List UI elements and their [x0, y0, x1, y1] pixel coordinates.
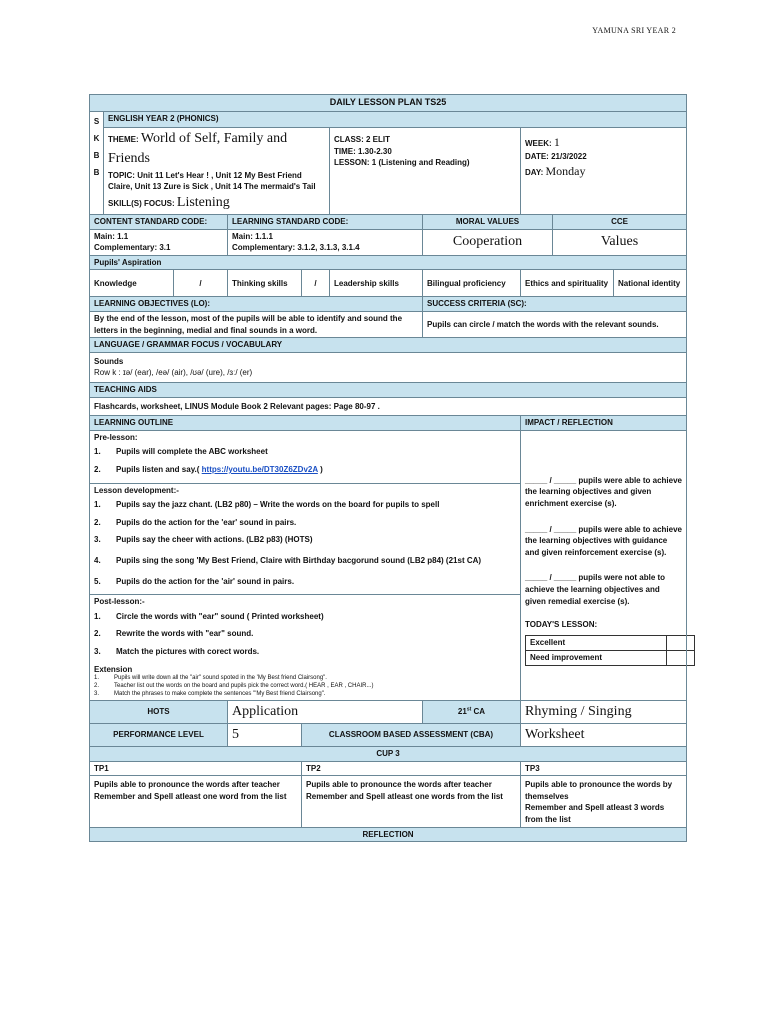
- ext-item-3: 3. Match the phrases to make complete the sentences "'My Best friend Clairsong".: [94, 690, 326, 697]
- learning-standard-values: [228, 229, 423, 255]
- post-item-1: 1. Circle the words with "ear" sound ( Printed worksheet): [94, 611, 324, 621]
- tp3-text: [521, 776, 687, 827]
- lsc-main: Main: 1.1.1: [232, 231, 273, 241]
- cba-label: CLASSROOM BASED ASSESSMENT (CBA): [302, 723, 521, 746]
- lesson-text: LESSON: 1 (Listening and Reading): [334, 158, 470, 168]
- csc-main: Main: 1.1: [94, 231, 129, 241]
- teaching-aids-text: Flashcards, worksheet, LINUS Module Book 2 Relevant pages: Page 80-97 .: [90, 397, 687, 416]
- tp1-text: [90, 776, 302, 827]
- post-item-3: 3. Match the pictures with corect words.: [94, 646, 260, 656]
- teaching-aids-header: TEACHING AIDS: [90, 383, 687, 398]
- date-text: DATE: 21/3/2022: [525, 152, 587, 162]
- week-value: 1: [553, 135, 560, 149]
- skbb-letters: [90, 112, 104, 215]
- aspiration-thinking: Thinking skills: [228, 270, 302, 297]
- lesson-plan-table: [89, 94, 687, 842]
- learning-outline-header: LEARNING OUTLINE: [90, 416, 521, 431]
- todays-lesson-table: [525, 635, 695, 666]
- tp1-line-1: Pupils able to pronounce the words after teacher: [94, 780, 280, 790]
- impact-enrichment: _____ / _____ pupils were able to achieve the learning objectives and given enrichment exercise (s).: [525, 475, 682, 508]
- header-right-text: YAMUNA SRI YEAR 2: [592, 26, 676, 35]
- aspiration-national: National identity: [614, 270, 687, 297]
- dev-item-2: 2. Pupils do the action for the 'ear' sound in pairs.: [94, 517, 297, 527]
- hots-value: Application: [228, 700, 423, 723]
- content-standard-values: [90, 229, 228, 255]
- lo-text: By the end of the lesson, most of the pupils will be able to identify and sound the letters in the beginning, medial and final sounds in a word.: [90, 312, 423, 338]
- class-cell: [330, 128, 521, 215]
- extension-label: Extension: [94, 664, 133, 674]
- sc-header: SUCCESS CRITERIA (SC):: [423, 297, 687, 312]
- tp3-header: TP3: [521, 761, 687, 776]
- dev-item-4: 4. Pupils sing the song 'My Best Friend, Claire with Birthday bacgorund sound (LB2 p84) (21st CA): [94, 555, 482, 565]
- aspiration-ethics: Ethics and spirituality: [521, 270, 614, 297]
- moral-value: Cooperation: [423, 229, 553, 255]
- lesson-development-label: Lesson development:-: [94, 485, 179, 495]
- ca-label: 21st CA: [423, 700, 521, 723]
- pre-lesson-item-2: 2. Pupils listen and say.( https://youtu.be/DT30Z6ZDv2A ): [94, 464, 323, 474]
- impact-cell: [521, 430, 687, 700]
- theme-cell: [104, 128, 330, 215]
- theme-value: World of Self, Family and Friends: [108, 131, 288, 167]
- lesson-development-section: [90, 484, 520, 596]
- csc-comp: Complementary: 3.1: [94, 243, 171, 253]
- pre-lesson-section: [90, 431, 520, 484]
- skbb-k: K: [93, 134, 100, 143]
- week-label: WEEK:: [525, 139, 552, 148]
- dev-item-3: 3. Pupils say the cheer with actions. (LB2 p83) (HOTS): [94, 535, 313, 545]
- tp2-line-2: Remember and Spell atleast one words from the list: [306, 791, 503, 801]
- ext-item-2: 2. Teacher list out the words on the board and pupils pick the correct word.( HEAR , EAR , CHAIR...): [94, 682, 374, 689]
- learning-outline-cell: [90, 430, 521, 700]
- lesson-plan-sheet: [89, 94, 686, 842]
- class-text: CLASS: 2 ELIT: [334, 135, 391, 144]
- post-lesson-label: Post-lesson:-: [94, 597, 145, 607]
- week-cell: [521, 128, 687, 215]
- sc-text: Pupils can circle / match the words with the relevant sounds.: [423, 312, 687, 338]
- skbb-s: S: [93, 117, 100, 126]
- performance-level-label: PERFORMANCE LEVEL: [90, 723, 228, 746]
- todays-lesson-label: TODAY'S LESSON:: [525, 620, 598, 630]
- content-standard-header: CONTENT STANDARD CODE:: [90, 215, 228, 230]
- page-title: DAILY LESSON PLAN TS25: [90, 95, 687, 112]
- aspiration-knowledge: Knowledge: [90, 270, 174, 297]
- impact-reinforcement: _____ / _____ pupils were able to achieve the learning objectives with guidance and given reinforcement exercise (s).: [525, 524, 682, 557]
- impact-remedial: _____ / _____ pupils were not able to achieve the learning objectives and given remedial exercise (s).: [525, 573, 666, 606]
- tp1-line-2: Remember and Spell atleast one word from the list: [94, 791, 287, 801]
- learning-standard-header: LEARNING STANDARD CODE:: [228, 215, 423, 230]
- sounds-label: Sounds: [94, 356, 124, 366]
- need-improvement-box[interactable]: [667, 650, 695, 665]
- performance-level-value: 5: [228, 723, 302, 746]
- day-value: Monday: [545, 163, 586, 178]
- aspiration-bilingual: Bilingual proficiency: [423, 270, 521, 297]
- skill-label: SKILL(S) FOCUS:: [108, 198, 175, 208]
- moral-values-header: MORAL VALUES: [423, 215, 553, 230]
- tp2-line-1: Pupils able to pronounce the words after teacher: [306, 780, 492, 790]
- excellent-box[interactable]: [667, 635, 695, 650]
- language-cell: [90, 352, 687, 382]
- need-improvement-label: Need improvement: [526, 650, 667, 665]
- reflection-header: REFLECTION: [90, 827, 687, 842]
- skill-value: Listening: [176, 194, 230, 210]
- dev-item-5: 5. Pupils do the action for the 'air' sound in pairs.: [94, 576, 295, 586]
- post-lesson-section: [90, 595, 520, 699]
- ext-item-1: 1. Pupils will write down all the "air" sound spoted in the 'My Best friend Clairsong".: [94, 675, 327, 682]
- sounds-text: Row k : ɪə/ (ear), /eə/ (air), /ʊə/ (ure), /ɜː/ (er): [94, 368, 253, 378]
- aspiration-header: Pupils' Aspiration: [90, 255, 687, 270]
- tp1-header: TP1: [90, 761, 302, 776]
- cce-value: Values: [553, 229, 687, 255]
- dev-item-1: 1. Pupils say the jazz chant. (LB2 p80) – Write the words on the board for pupils to spell: [94, 500, 440, 510]
- pre-lesson-label: Pre-lesson:: [94, 432, 138, 442]
- tp2-header: TP2: [302, 761, 521, 776]
- time-text: TIME: 1.30-2.30: [334, 146, 392, 156]
- day-label: DAY:: [525, 167, 544, 177]
- youtube-link[interactable]: https://youtu.be/DT30Z6ZDv2A: [201, 464, 318, 474]
- aspiration-thinking-mark: /: [302, 270, 330, 297]
- aspiration-leadership: Leadership skills: [330, 270, 423, 297]
- post-item-2: 2. Rewrite the words with "ear" sound.: [94, 629, 254, 639]
- language-header: LANGUAGE / GRAMMAR FOCUS / VOCABULARY: [90, 338, 687, 353]
- excellent-label: Excellent: [526, 635, 667, 650]
- theme-label: THEME:: [108, 135, 139, 144]
- topic-text: TOPIC: Unit 11 Let's Hear ! , Unit 12 My Best Friend Claire, Unit 13 Zure is Sick , Unit 14 The mermaid's Tail: [108, 170, 316, 192]
- cba-value: Worksheet: [521, 723, 687, 746]
- aspiration-knowledge-mark: /: [174, 270, 228, 297]
- hots-label: HOTS: [90, 700, 228, 723]
- lsc-comp: Complementary: 3.1.2, 3.1.3, 3.1.4: [232, 243, 360, 253]
- tp2-text: [302, 776, 521, 827]
- skbb-b2: B: [93, 168, 100, 177]
- subject-title: ENGLISH YEAR 2 (PHONICS): [104, 112, 687, 128]
- skbb-b1: B: [93, 151, 100, 160]
- pre-lesson-item-1: 1. Pupils will complete the ABC worksheet: [94, 447, 268, 457]
- impact-header: IMPACT / REFLECTION: [521, 416, 687, 431]
- cce-header: CCE: [553, 215, 687, 230]
- lo-header: LEARNING OBJECTIVES (LO):: [90, 297, 423, 312]
- tp3-line-1: Pupils able to pronounce the words by themselves: [525, 780, 673, 801]
- tp3-line-2: Remember and Spell atleast 3 words from the list: [525, 803, 665, 825]
- ca-value: Rhyming / Singing: [521, 700, 687, 723]
- cup-header: CUP 3: [90, 747, 687, 762]
